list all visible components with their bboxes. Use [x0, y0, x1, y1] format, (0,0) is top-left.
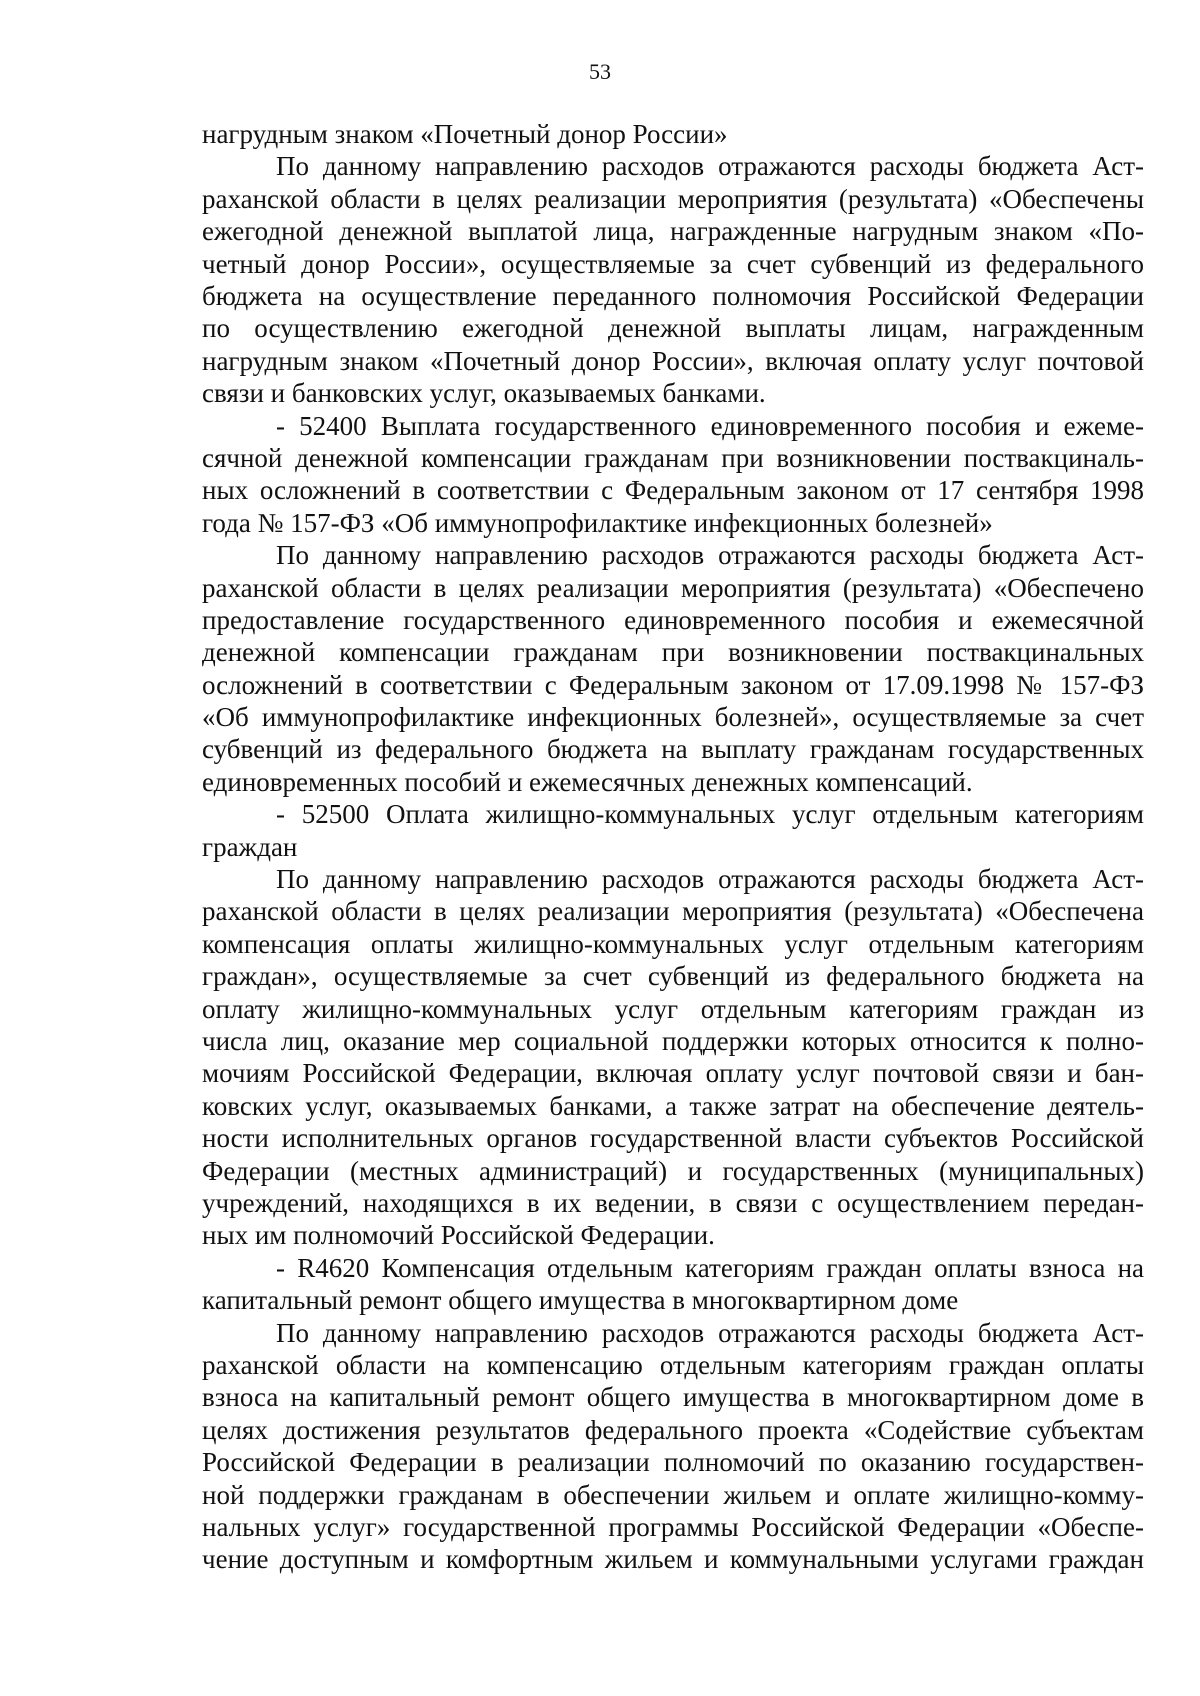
- text-line: связи и банковских услуг, оказываемых банками.: [202, 378, 766, 409]
- text-line: числа лиц, оказание мер социальной поддержки которых относится к полно-: [202, 1026, 1144, 1057]
- text-line: По данному направлению расходов отражаются расходы бюджета Аст-: [276, 864, 1144, 895]
- text-line: осложнений в соответствии с Федеральным законом от 17.09.1998 № 157-ФЗ: [202, 669, 1144, 700]
- text-line: - 52400 Выплата государственного единовременного пособия и ежеме-: [276, 410, 1144, 441]
- text-line: раханской области на компенсацию отдельным категориям граждан оплаты: [202, 1349, 1144, 1380]
- text-line: По данному направлению расходов отражаются расходы бюджета Аст-: [276, 151, 1144, 182]
- text-line: - R4620 Компенсация отдельным категориям граждан оплаты взноса на: [276, 1252, 1144, 1283]
- text-line: Российской Федерации в реализации полномочий по оказанию государствен-: [202, 1447, 1144, 1478]
- text-line: целях достижения результатов федерального проекта «Содействие субъектам: [202, 1414, 1144, 1445]
- text-line: ных им полномочий Российской Федерации.: [202, 1220, 715, 1251]
- text-line: ковских услуг, оказываемых банками, а также затрат на обеспечение деятель-: [202, 1090, 1144, 1121]
- text-line: Федерации (местных администраций) и государственных (муниципальных): [202, 1155, 1144, 1186]
- text-line: раханской области в целях реализации мероприятия (результата) «Обеспечена: [202, 896, 1144, 927]
- text-line: капитальный ремонт общего имущества в многоквартирном доме: [202, 1285, 959, 1316]
- text-line: ежегодной денежной выплатой лица, награжденные нагрудным знаком «По-: [202, 216, 1144, 247]
- text-line: субвенций из федерального бюджета на выплату гражданам государственных: [202, 734, 1144, 765]
- text-line: четный донор России», осуществляемые за счет субвенций из федерального: [202, 248, 1144, 279]
- text-line: чение доступным и комфортным жильем и коммунальными услугами граждан: [202, 1544, 1144, 1575]
- text-line: взноса на капитальный ремонт общего имущества в многоквартирном доме в: [202, 1382, 1144, 1413]
- document-body: [202, 118, 1144, 1576]
- text-line: По данному направлению расходов отражаются расходы бюджета Аст-: [276, 540, 1144, 571]
- text-line: мочиям Российской Федерации, включая оплату услуг почтовой связи и бан-: [202, 1058, 1144, 1089]
- text-line: сячной денежной компенсации гражданам при возникновении поствакциналь-: [202, 442, 1144, 473]
- text-line: «Об иммунопрофилактике инфекционных болезней», осуществляемые за счет: [202, 702, 1144, 733]
- text-line: единовременных пособий и ежемесячных денежных компенсаций.: [202, 766, 973, 797]
- text-line: раханской области в целях реализации мероприятия (результата) «Обеспечены: [202, 183, 1144, 214]
- text-line: компенсация оплаты жилищно-коммунальных услуг отдельным категориям: [202, 928, 1144, 959]
- text-line: ности исполнительных органов государственной власти субъектов Российской: [202, 1123, 1144, 1154]
- text-line: По данному направлению расходов отражаются расходы бюджета Аст-: [276, 1317, 1144, 1348]
- text-line: нагрудным знаком «Почетный донор России»: [202, 119, 728, 149]
- text-line: ных осложнений в соответствии с Федеральным законом от 17 сентября 1998: [202, 475, 1144, 506]
- text-line: нальных услуг» государственной программы Российской Федерации «Обеспе-: [202, 1511, 1144, 1542]
- text-line: граждан», осуществляемые за счет субвенций из федерального бюджета на: [202, 961, 1144, 992]
- text-line: учреждений, находящихся в их ведении, в связи с осуществлением передан-: [202, 1187, 1144, 1218]
- text-line: нагрудным знаком «Почетный донор России», включая оплату услуг почтовой: [202, 345, 1144, 376]
- text-line: предоставление государственного единовременного пособия и ежемесячной: [202, 604, 1144, 635]
- text-line: по осуществлению ежегодной денежной выплаты лицам, награжденным: [202, 313, 1144, 344]
- text-line: бюджета на осуществление переданного полномочия Российской Федерации: [202, 280, 1144, 311]
- text-line: оплату жилищно-коммунальных услуг отдельным категориям граждан из: [202, 993, 1144, 1024]
- text-line: ной поддержки гражданам в обеспечении жильем и оплате жилищно-комму-: [202, 1479, 1144, 1510]
- text-line: денежной компенсации гражданам при возникновении поствакцинальных: [202, 637, 1144, 668]
- text-line: - 52500 Оплата жилищно-коммунальных услуг отдельным категориям: [276, 799, 1144, 830]
- text-line: граждан: [202, 831, 298, 862]
- text-line: раханской области в целях реализации мероприятия (результата) «Обеспечено: [202, 572, 1144, 603]
- text-line: года № 157-ФЗ «Об иммунопрофилактике инфекционных болезней»: [202, 507, 993, 538]
- page-number: 53: [589, 59, 611, 84]
